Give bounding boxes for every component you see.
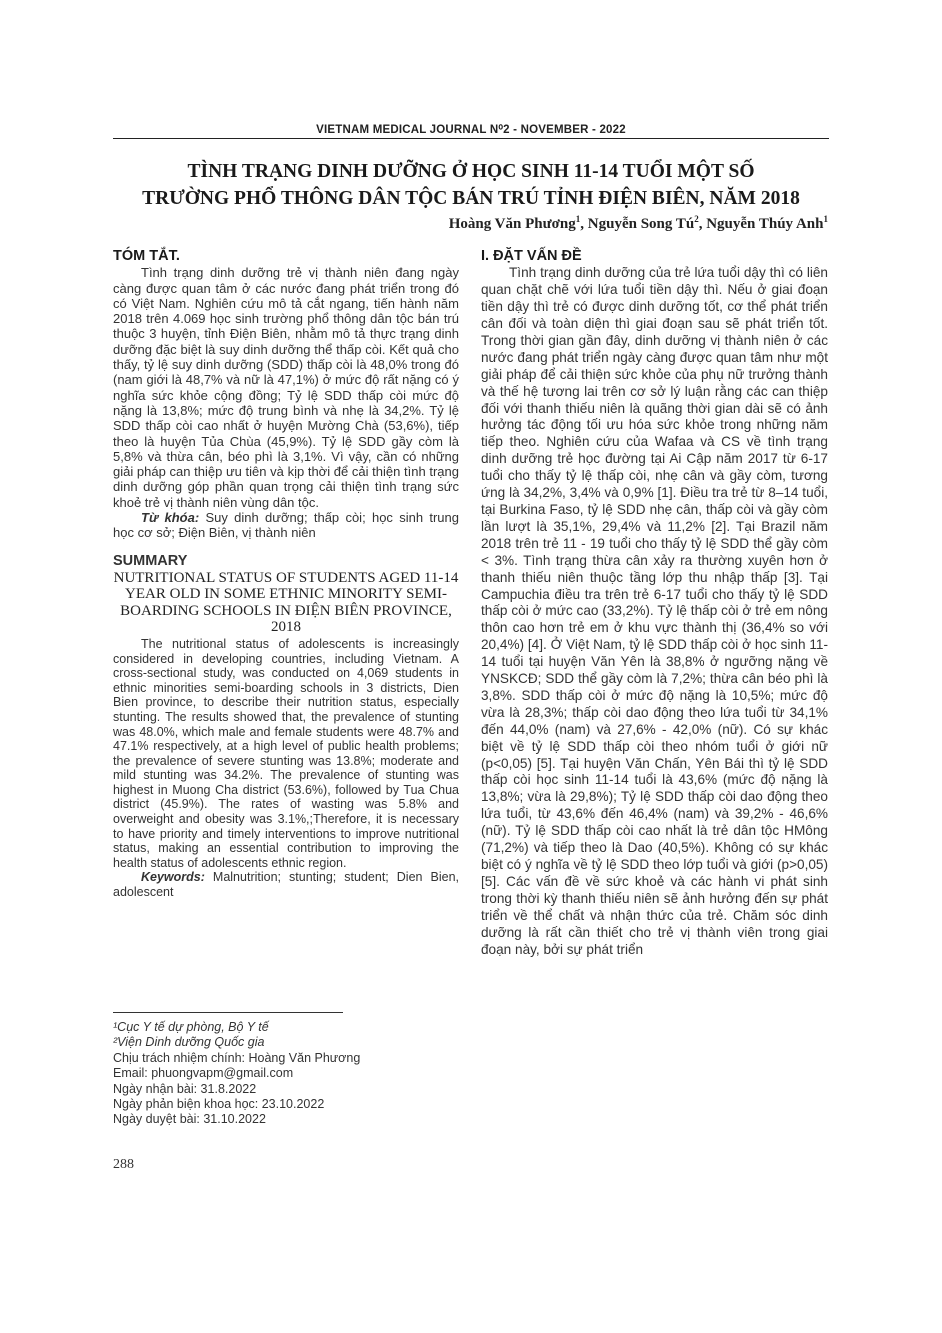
footnote-rule [113, 1012, 343, 1013]
author-separator: , [698, 216, 707, 232]
author-name: Nguyễn Song Tú [587, 216, 695, 232]
introduction-body: Tình trạng dinh dưỡng của trẻ lứa tuổi dậy thì có liên quan chặt chẽ với lứa tuổi tiền dậy thì. Nếu ở giai đoạn tiền dậy thì trẻ có được dinh dưỡng tốt, cơ thể phát triển cân đối và toàn diện thì giai đoạn sau sẽ phát triển tốt. Trong thời gian gần đây, dinh dưỡng vị thành niên ở các nước đang phát triển ngày càng được quan tâm như một giải pháp để cải thiện sức khỏe của phụ nữ trưởng thành và thế hệ tương lai trên cơ sở lý luận rằng các can thiệp đối với thanh thiếu niên là quãng thời gian dài sẽ có ảnh hưởng tác động tối ưu hóa sức khỏe trong những năm tiếp theo. Nghiên cứu của Wafaa và CS về tình trạng dinh dưỡng trẻ học đường tại Ai Cập năm 2017 từ 6-17 tuổi cho thấy tỷ lệ thấp còi, nhẹ cân và gầy còm, tương ứng là 34,2%, 3,4% và 0,9% [1]. Điều tra trẻ từ 8–14 tuổi, tại Burkina Faso, tỷ lệ SDD nhẹ cân, thấp còi và gầy còm lần lượt là 35,1%, 29,4% và 11,2% [2]. Tại Brazil năm 2018 trên trẻ 11 - 19 tuổi cho thấy tỷ lệ SDD thể gầy còm < 3%. Tình trạng thừa cân xảy ra thường xuyên hơn ở thanh thiếu niên thuộc tầng lớp thu nhập thấp [3]. Tại Campuchia điều tra trên trẻ 6-17 tuổi cho thấy tỷ lệ SDD thấp còi ở mức cao (33,2%). Tỷ lệ thấp còi ở trẻ em nông thôn cao hơn trẻ em ở khu vực thành thị (36,4% so với 20,4%) [4]. Ở Việt Nam, tỷ lệ SDD thấp còi ở học sinh 11-14 tuổi tại huyện Văn Yên là 38,8% ở ngưỡng nặng về YNSKCĐ; SDD thể gầy còm là 7,2%; thừa cân béo phì là 3,8%. SDD thấp còi ở mức độ nặng là 10,5%; mức độ vừa là 28,3%; thấp còi dao động theo lứa tuổi từ 34,1% đến 44,0% (nam) và 27,6% - 42,0% (nữ). Có sự khác biệt về tỷ lệ SDD thấp còi theo nhóm tuổi ở giới nữ (p<0,05) [5]. Tại huyện Văn Chấn, Yên Bái thì tỷ lệ SDD thấp còi học sinh 11-14 tuổi là 43,6% (mức độ nặng là 13,8%; vừa là 29,8%); Tỷ lệ SDD thấp còi dao động theo lứa tuổi, từ 43,6% đến 46,4% (nam) và 39,2% - 46,6% (nữ). Tỷ lệ SDD thấp còi cao nhất là trẻ dân tộc HMông (71,2%) và tiếp theo là Dao (40,5%). Không có sự khác biệt có ý nghĩa về tỷ lệ SDD theo lớp tuổi và giới (p>0,05) [5]. Các vấn đề về sức khoẻ và các hành vi phát sinh trong thời kỳ thanh thiếu niên sẽ ảnh hưởng đến sự phát triển về thể chất và nhận thức của trẻ. Chăm sóc dinh dưỡng là rất cần thiết cho trẻ vị thành viên trong giai đoạn này, bởi sự phát triển [481, 265, 828, 957]
author-name: Nguyễn Thúy Anh [706, 216, 824, 232]
title-line-1: TÌNH TRẠNG DINH DƯỠNG Ở HỌC SINH 11-14 TUỔI MỘT SỐ [187, 161, 755, 182]
author-list [449, 214, 828, 233]
summary-heading: SUMMARY [113, 552, 188, 569]
footnotes [113, 1020, 459, 1128]
keywords-label: Keywords: [141, 870, 205, 885]
author-affiliation-mark: 1 [575, 214, 581, 224]
keywords-label: Từ khóa: [141, 510, 200, 526]
affiliation-1: ¹Cục Y tế dự phòng, Bộ Y tế [113, 1020, 269, 1034]
page-number: 288 [113, 1157, 134, 1172]
date-accepted: Ngày duyệt bài: 31.10.2022 [113, 1112, 266, 1127]
date-reviewed: Ngày phản biện khoa học: 23.10.2022 [113, 1097, 325, 1112]
abstract-keywords [113, 510, 459, 541]
article-title [100, 158, 842, 212]
date-received: Ngày nhận bài: 31.8.2022 [113, 1081, 257, 1096]
keywords-text: Suy dinh dưỡng; thấp còi; học sinh trung học cơ sở; Điện Biên, vị thành niên [113, 510, 459, 541]
author-affiliation-mark: 2 [694, 214, 699, 224]
summary-title: NUTRITIONAL STATUS OF STUDENTS AGED 11-14 YEAR OLD IN SOME ETHNIC MINORITY SEMI-BOARDING SCHOOLS IN ĐIỆN BIÊN PROVINCE, 2018 [113, 569, 459, 636]
author-email: Email: phuongvapm@gmail.com [113, 1066, 294, 1081]
left-column [113, 249, 459, 900]
author-separator: , [580, 216, 588, 232]
header-rule [113, 138, 829, 139]
author-name: Hoàng Văn Phương [448, 216, 576, 232]
keywords-text: Malnutrition; stunting; student; Dien Bien, adolescent [113, 870, 459, 900]
author-affiliation-mark: 1 [823, 214, 828, 224]
abstract-heading: TÓM TẮT. [113, 248, 180, 264]
corresponding-author: Chịu trách nhiệm chính: Hoàng Văn Phương [113, 1050, 361, 1065]
introduction-heading: I. ĐẶT VẤN ĐỀ [481, 248, 582, 264]
right-column [481, 249, 828, 958]
journal-header: VIETNAM MEDICAL JOURNAL N⁰2 - NOVEMBER - 2022 [316, 124, 626, 136]
summary-keywords [113, 870, 459, 899]
title-line-2: TRƯỜNG PHỔ THÔNG DÂN TỘC BÁN TRÚ TỈNH ĐIỆN BIÊN, NĂM 2018 [142, 188, 800, 209]
summary-body: The nutritional status of adolescents is increasingly considered in developing countries, including Vietnam. A cross-sectional study, was conducted on 4,069 students in ethnic minorities semi-boarding schools in 3 districts, Dien Bien province, to describe their nutrition status, especially stunting. The results showed that, the prevalence of stunting was 48.0%, which male and female students were 48.7% and 47.1% respectively, at a high level of public health problems; the prevalence of severe stunting was 13.8%; moderate and mild stunting was 34.2%. The prevalence of stunting was highest in Muong Cha district (53.6%), followed by Tua Chua district (45.9%). The rates of wasting was 5.8% and overweight and obesity was 3.1%,;Therefore, it is necessary to have priority and timely interventions to improve nutritional status, making an essential contribution to improving the health status of adolescents ethnic region. [113, 636, 459, 870]
affiliation-2: ²Viện Dinh dưỡng Quốc gia [113, 1035, 265, 1050]
abstract-body: Tình trạng dinh dưỡng trẻ vị thành niên đang ngày càng được quan tâm ở các nước đang phát triển trong đó có Việt Nam. Nghiên cứu mô tả cắt ngang, tiến hành năm 2018 trên 4.069 học sinh trường phổ thông dân tộc bán trú thuộc 3 huyện, tỉnh Điện Biên, nhằm mô tả thực trạng dinh dưỡng đặc biệt là suy dinh dưỡng thể thấp còi. Kết quả cho thấy, tỷ lệ suy dinh dưỡng (SDD) thấp còi là 48,0% trong đó (nam giới là 48,7% và nữ là 47,1%) ở mức độ rất nặng có ý nghĩa sức khỏe cộng đồng; Tỷ lệ SDD thấp còi mức độ nặng là 13,8%; mức độ trung bình và nhẹ là 34,2%. Tỷ lệ SDD thấp còi cao nhất ở huyện Mường Chà (53,6%), tiếp theo là huyện Tủa Chùa (45,9%). Tỷ lệ SDD gầy còm là 5,8% và thừa cân, béo phì là 3,1%. Vì vậy, cần có những giải pháp can thiệp ưu tiên và kịp thời để cải thiện tình trạng dinh dưỡng góp phần quan trọng cải thiện tình trạng sức khoẻ trẻ vị thành niên vùng dân tộc. [113, 265, 459, 510]
